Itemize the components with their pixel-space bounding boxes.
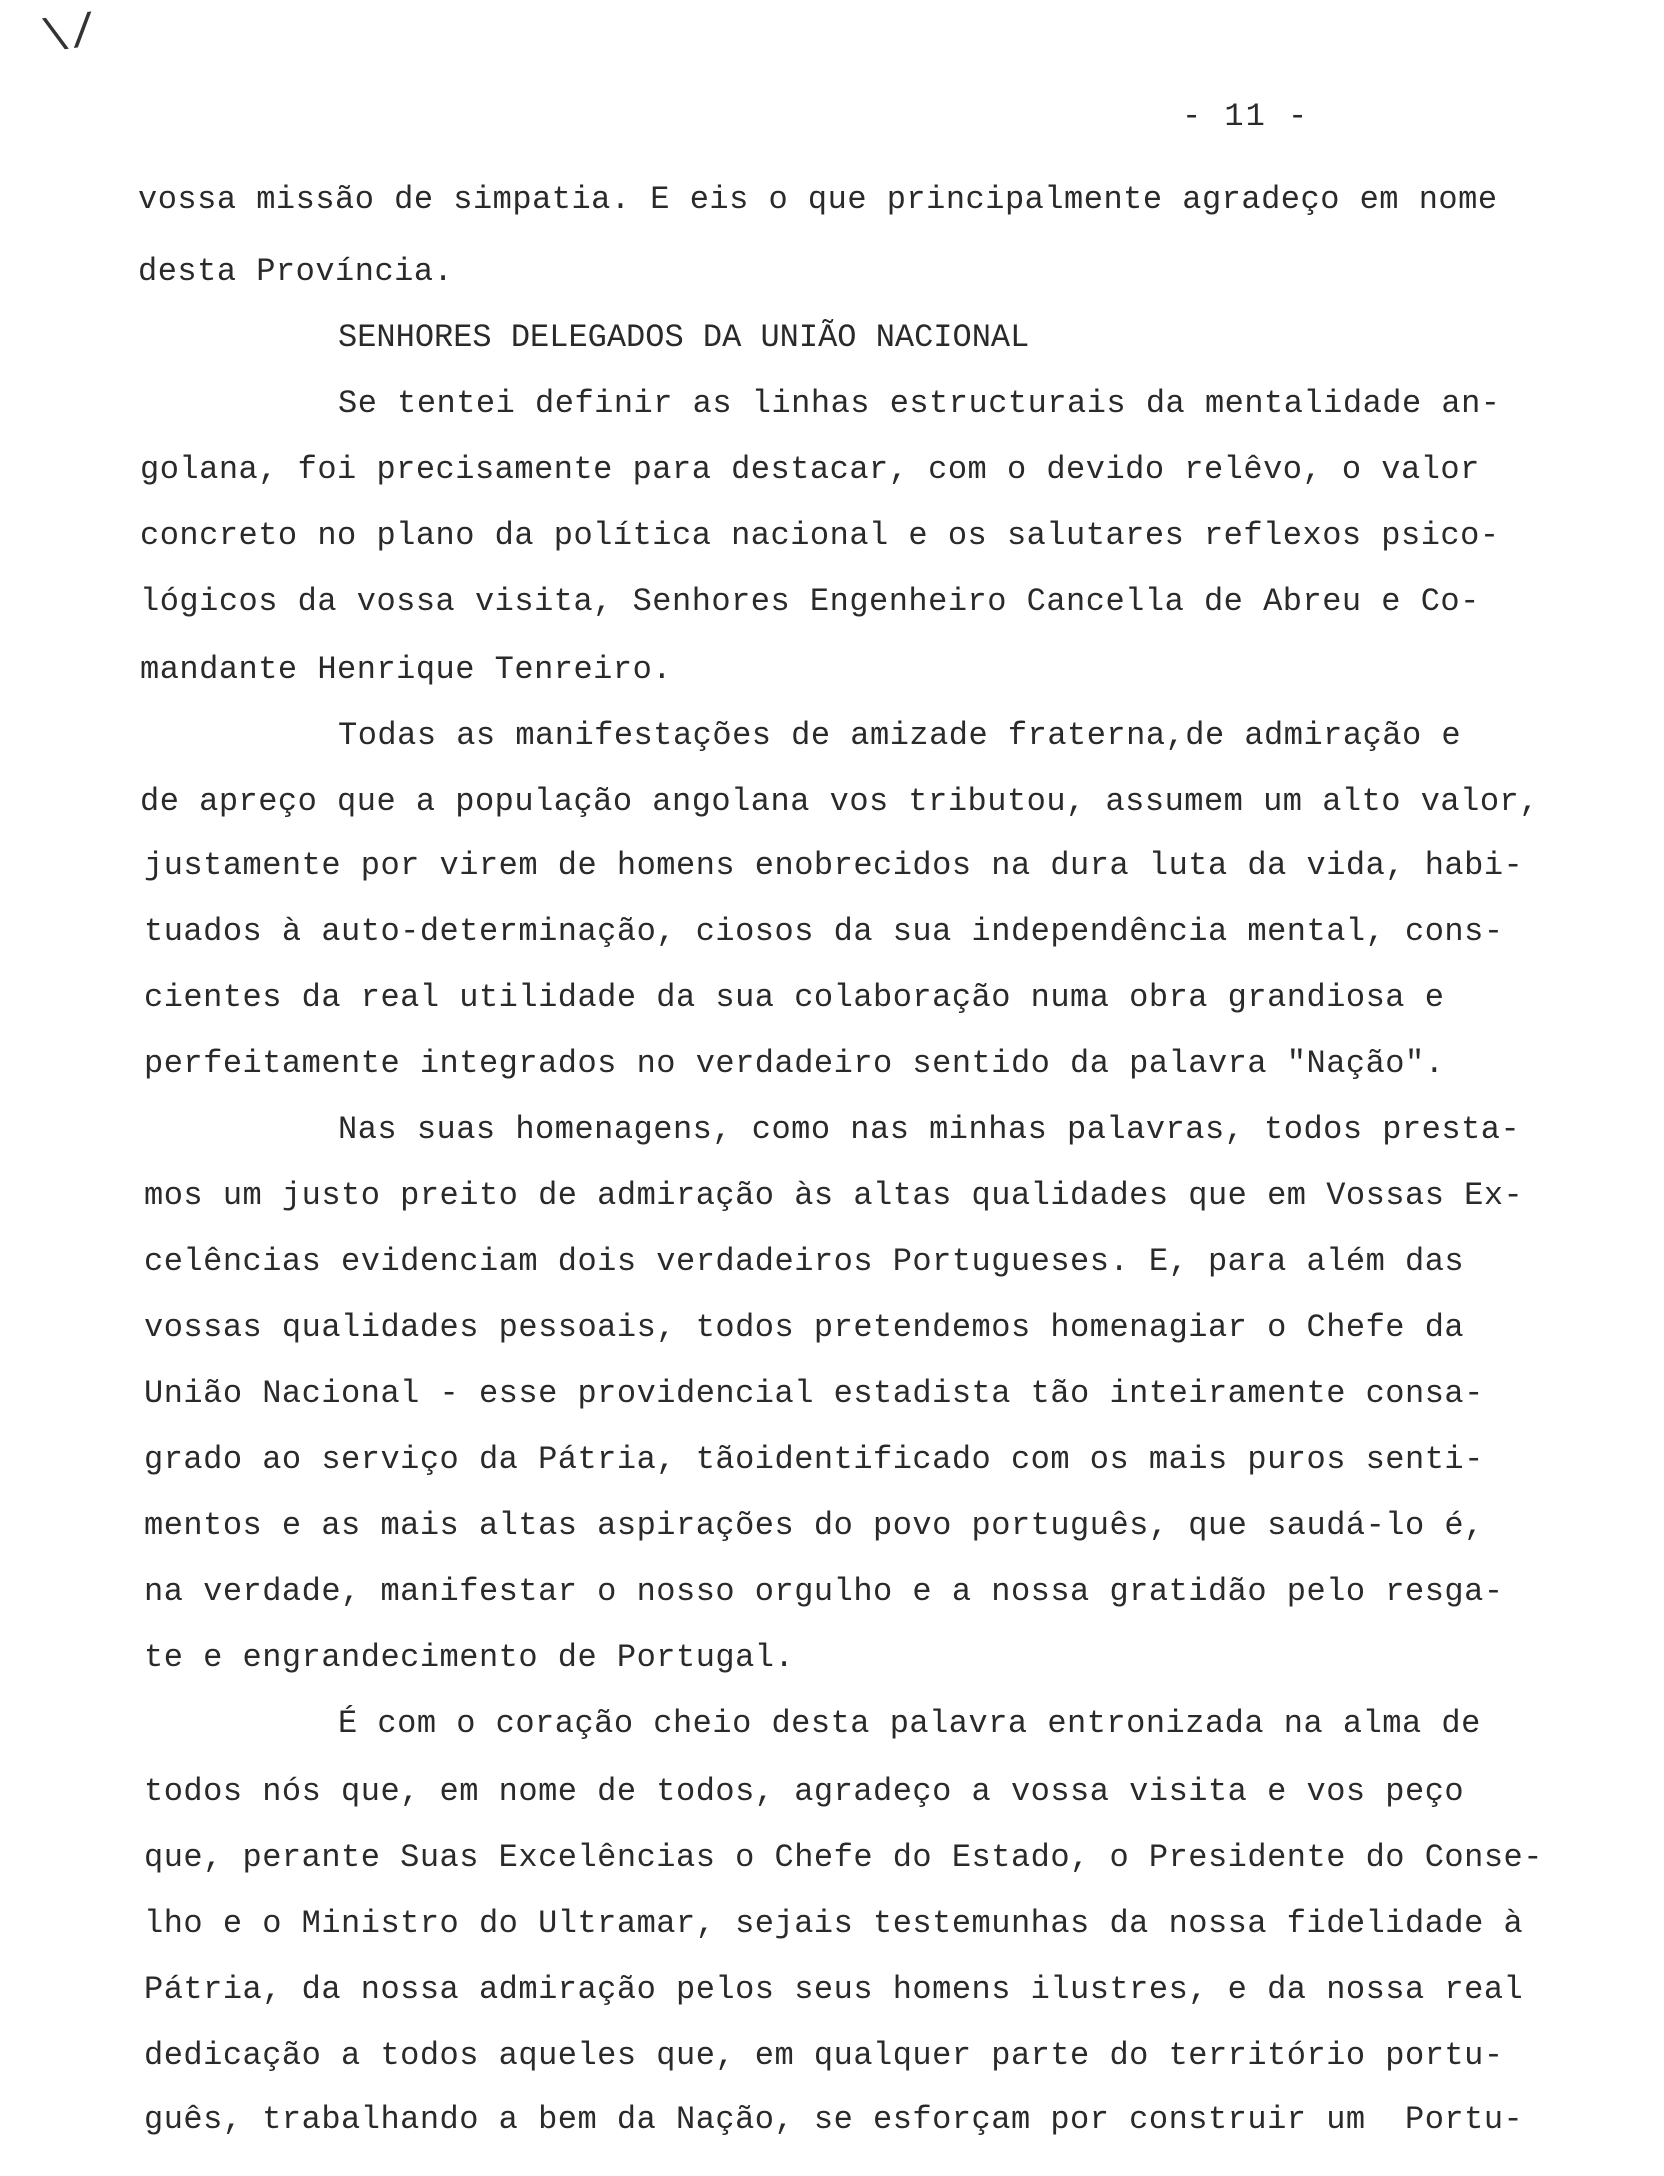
text-line: É com o coração cheio desta palavra entronizada na alma de — [338, 1705, 1481, 1742]
text-line: Pátria, da nossa admiração pelos seus homens ilustres, e da nossa real — [144, 1971, 1524, 2008]
text-line: mandante Henrique Tenreiro. — [140, 651, 672, 688]
text-line: te e engrandecimento de Portugal. — [144, 1639, 795, 1676]
text-line: perfeitamente integrados no verdadeiro sentido da palavra "Nação". — [144, 1045, 1445, 1082]
section-heading: SENHORES DELEGADOS DA UNIÃO NACIONAL — [338, 319, 1030, 356]
text-line: lho e o Ministro do Ultramar, sejais testemunhas da nossa fidelidade à — [144, 1905, 1524, 1942]
text-line: grado ao serviço da Pátria, tãoidentificado com os mais puros senti- — [144, 1441, 1484, 1478]
text-line: dedicação a todos aqueles que, em qualquer parte do território portu- — [144, 2037, 1504, 2074]
text-line: celências evidenciam dois verdadeiros Portugueses. E, para além das — [144, 1243, 1465, 1280]
page-number: - 11 - — [1182, 98, 1310, 135]
text-line: guês, trabalhando a bem da Nação, se esforçam por construir um Portu- — [144, 2101, 1524, 2138]
handwritten-corner-mark: \/ — [38, 6, 101, 66]
text-line: cientes da real utilidade da sua colaboração numa obra grandiosa e — [144, 979, 1445, 1016]
text-line: Se tentei definir as linhas estructurais da mentalidade an- — [338, 385, 1501, 422]
text-line: União Nacional - esse providencial estadista tão inteiramente consa- — [144, 1375, 1484, 1412]
text-line: vossas qualidades pessoais, todos pretendemos homenagiar o Chefe da — [144, 1309, 1465, 1346]
text-line: lógicos da vossa visita, Senhores Engenheiro Cancella de Abreu e Co- — [140, 583, 1480, 620]
text-line: vossa missão de simpatia. E eis o que principalmente agradeço em nome — [138, 181, 1498, 218]
text-line: Todas as manifestações de amizade fraterna,de admiração e — [338, 717, 1462, 754]
text-line: concreto no plano da política nacional e os salutares reflexos psico- — [140, 517, 1500, 554]
text-line: golana, foi precisamente para destacar, com o devido relêvo, o valor — [140, 451, 1480, 488]
text-line: que, perante Suas Excelências o Chefe do Estado, o Presidente do Conse- — [144, 1839, 1543, 1876]
text-line: Nas suas homenagens, como nas minhas palavras, todos presta- — [338, 1111, 1521, 1148]
text-line: de apreço que a população angolana vos tributou, assumem um alto valor, — [140, 783, 1539, 820]
text-line: todos nós que, em nome de todos, agradeço a vossa visita e vos peço — [144, 1773, 1465, 1810]
text-line: tuados à auto-determinação, ciosos da sua independência mental, cons- — [144, 913, 1504, 950]
text-line: na verdade, manifestar o nosso orgulho e a nossa gratidão pelo resga- — [144, 1573, 1504, 1610]
text-line: justamente por virem de homens enobrecidos na dura luta da vida, habi- — [144, 847, 1524, 884]
text-line: desta Província. — [138, 253, 454, 290]
text-line: mentos e as mais altas aspirações do povo português, que saudá-lo é, — [144, 1507, 1484, 1544]
text-line: mos um justo preito de admiração às altas qualidades que em Vossas Ex- — [144, 1177, 1524, 1214]
